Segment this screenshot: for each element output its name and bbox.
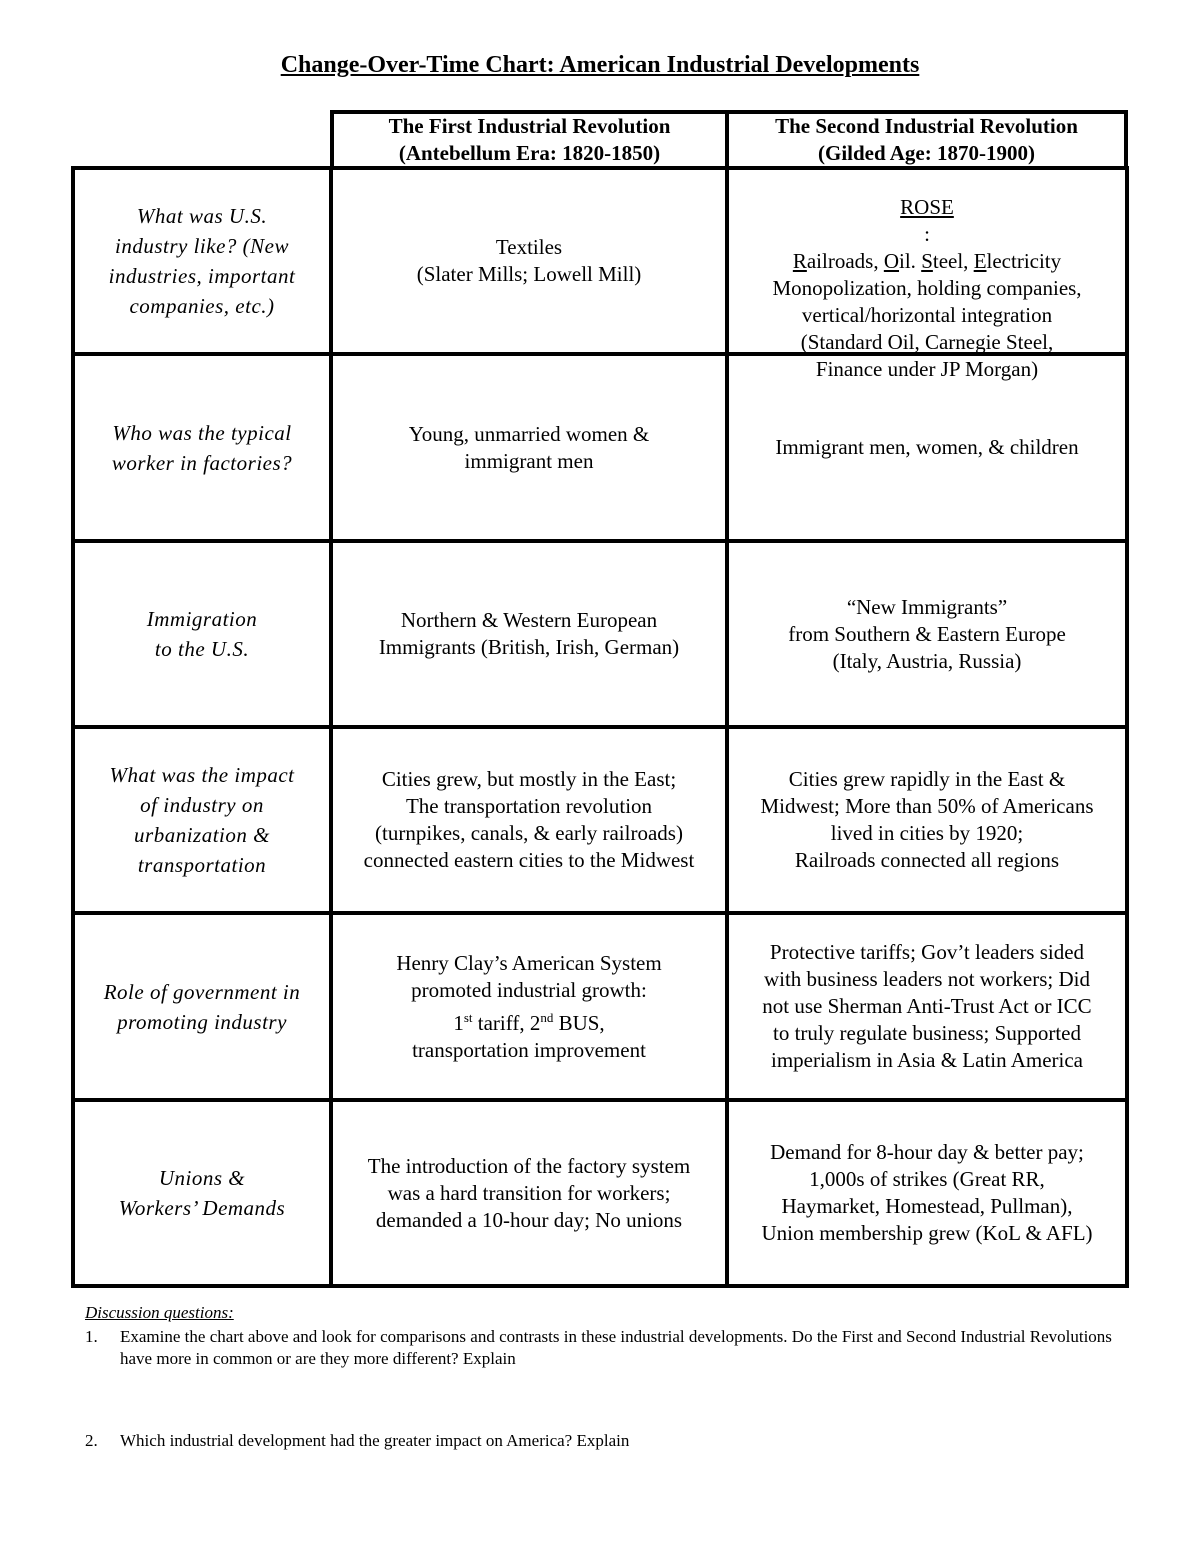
column-header-first-industrial-revolution (334, 114, 725, 166)
row-label-line: Role of government in (103, 979, 301, 1004)
cell-line: Henry Clay’s American System (396, 950, 662, 975)
question-number: 2. (85, 1431, 98, 1450)
cell-line: (Italy, Austria, Russia) (832, 648, 1022, 673)
ordinal-suffix: st (463, 1009, 473, 1025)
cell-line: (Slater Mills; Lowell Mill) (416, 262, 642, 286)
question-text: Which industrial development had the greater impact on America? Explain (120, 1431, 630, 1450)
cell-line: Midwest; More than 50% of Americans (760, 794, 1094, 818)
cell-line: Railroads connected all regions (794, 848, 1060, 872)
rose-word-rest: lectricity (986, 249, 1062, 273)
cell-line: (turnpikes, canals, & early railroads) (375, 821, 683, 845)
rose-word-rest: ailroads, (806, 249, 884, 273)
cell-line: lived in cities by 1920; (830, 821, 1024, 845)
row-label-line: What was U.S. (136, 204, 268, 228)
question-number: 1. (85, 1327, 98, 1346)
row-label-urbanization (75, 729, 329, 911)
cell-line: Monopolization, holding companies, (772, 276, 1082, 300)
row-label-immigration (75, 543, 329, 725)
cell-line: transportation improvement (412, 1037, 646, 1062)
row-label-line: transportation (137, 853, 267, 877)
row-label-line: industry like? (New (115, 234, 289, 258)
cell-line: Immigrant men, women, & children (775, 435, 1079, 459)
cell-second-unions (729, 1102, 1125, 1284)
cell-line: immigrant men (464, 448, 594, 473)
rose-letter-r: R (792, 249, 807, 273)
cell-first-typical-worker (333, 356, 725, 539)
cell-line: Cities grew, but mostly in the East; (381, 767, 677, 791)
cell-line: Northern & Western European (400, 608, 658, 632)
column-header-line: The Second Industrial Revolution (775, 114, 1078, 138)
rose-letter-s: S (921, 249, 933, 273)
cell-line: Finance under JP Morgan) (815, 357, 1039, 381)
row-label-line: promoting industry (117, 1009, 287, 1034)
cell-line: demanded a 10-hour day; No unions (375, 1207, 683, 1232)
column-header-second-industrial-revolution (729, 114, 1124, 166)
cell-first-unions (333, 1102, 725, 1284)
row-label-line: urbanization & (134, 823, 270, 847)
discussion-question-1 (85, 1326, 1115, 1374)
row-label-line: Immigration (146, 607, 258, 631)
cell-line: The introduction of the factory system (367, 1153, 691, 1178)
cell-line: Young, unmarried women & (408, 421, 650, 446)
row-label-line: industries, important (108, 264, 296, 288)
cell-line-tariff-bus (453, 1004, 604, 1037)
row-label-line: Who was the typical (112, 420, 292, 445)
cell-line: vertical/horizontal integration (801, 303, 1053, 327)
row-label-line: Workers’ Demands (118, 1196, 286, 1220)
cell-line: to truly regulate business; Supported (773, 1021, 1081, 1045)
rose-word-rest: il. (899, 249, 922, 273)
cell-second-urbanization (729, 729, 1125, 911)
ordinal-suffix: nd (540, 1009, 554, 1025)
cell-second-industry (729, 170, 1125, 381)
cell-line: with business leaders not workers; Did (763, 967, 1091, 991)
cell-first-industry (333, 170, 725, 352)
rose-word-rest: teel, (932, 249, 974, 273)
row-label-unions (75, 1102, 329, 1284)
row-label-line: companies, etc.) (129, 294, 275, 318)
cell-line: Union membership grew (KoL & AFL) (761, 1221, 1093, 1245)
row-label-line: What was the impact (109, 763, 295, 787)
row-label-industry (75, 170, 329, 352)
cell-line: imperialism in Asia & Latin America (770, 1048, 1084, 1072)
question-text: Examine the chart above and look for comparisons and contrasts in these industrial developments. Do the First and Second Industrial Revolutions have more in common or are they more different? Explain (120, 1327, 1112, 1368)
cell-line: Haymarket, Homestead, Pullman), (781, 1194, 1073, 1218)
cell-first-government (333, 915, 725, 1098)
cell-line: (Standard Oil, Carnegie Steel, (800, 330, 1054, 354)
cell-line: Textiles (495, 235, 563, 259)
cell-line: promoted industrial growth: (411, 977, 647, 1002)
row-label-typical-worker (75, 356, 329, 539)
cell-line: Immigrants (British, Irish, German) (378, 635, 680, 659)
ordinal-number: 1 (453, 1010, 464, 1035)
cell-line: Cities grew rapidly in the East & (788, 767, 1066, 791)
cell-line: connected eastern cities to the Midwest (363, 848, 695, 872)
cell-text: tariff, 2 (472, 1010, 541, 1035)
cell-text: BUS, (553, 1010, 605, 1035)
cell-second-typical-worker (729, 356, 1125, 539)
discussion-heading: Discussion questions: (85, 1303, 234, 1322)
column-header-line: (Antebellum Era: 1820-1850) (398, 141, 661, 165)
cell-line: Demand for 8-hour day & better pay; (770, 1140, 1084, 1164)
page-title: Change-Over-Time Chart: American Industrial Developments (280, 52, 920, 78)
cell-first-immigration (333, 543, 725, 725)
discussion-question-2 (85, 1430, 1115, 1454)
cell-line: “New Immigrants” (846, 594, 1008, 619)
rose-letter-o: O (883, 249, 900, 273)
cell-second-immigration (729, 543, 1125, 725)
row-label-line: to the U.S. (154, 637, 250, 661)
cell-line: 1,000s of strikes (Great RR, (809, 1167, 1045, 1191)
cell-second-government (729, 915, 1125, 1098)
rose-line (793, 194, 1061, 275)
rose-separator: : (924, 222, 930, 246)
row-label-line: Unions & (158, 1166, 246, 1190)
rose-letter-e: E (973, 249, 987, 273)
cell-line: The transportation revolution (405, 794, 653, 818)
column-header-line: (Gilded Age: 1870-1900) (818, 141, 1035, 165)
cell-first-urbanization (333, 729, 725, 911)
cell-line: not use Sherman Anti-Trust Act or ICC (762, 994, 1092, 1018)
rose-acronym: ROSE (900, 195, 954, 219)
row-label-line: of industry on (140, 793, 264, 817)
column-header-line: The First Industrial Revolution (388, 114, 671, 138)
cell-line: was a hard transition for workers; (387, 1180, 671, 1205)
row-label-government (75, 915, 329, 1098)
cell-line: Protective tariffs; Gov’t leaders sided (769, 940, 1085, 964)
cell-line: from Southern & Eastern Europe (788, 621, 1066, 646)
row-label-line: worker in factories? (111, 450, 293, 475)
